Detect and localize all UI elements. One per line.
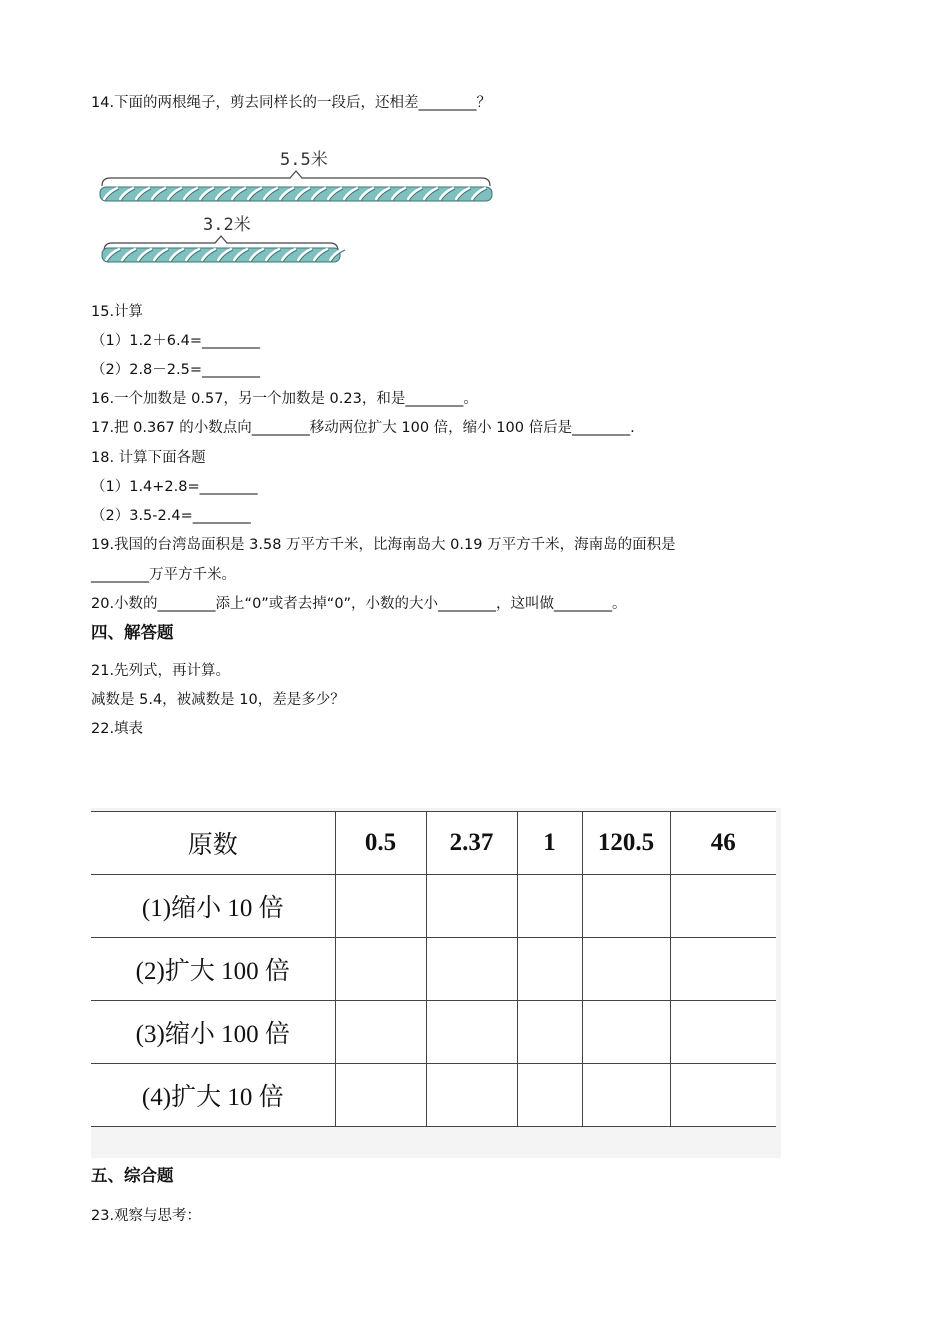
table-row xyxy=(91,1064,776,1127)
question-22-title: 22.填表 xyxy=(91,721,144,737)
question-14: 14.下面的两根绳子，剪去同样长的一段后，还相差________？ xyxy=(91,95,492,111)
answer-cell[interactable] xyxy=(582,938,670,1001)
question-19-line-1: 19.我国的台湾岛面积是 3.58 万平方千米，比海南岛大 0.19 万平方千米，海南岛的面积是 xyxy=(91,537,676,553)
question-15-item-2: （2）2.8－2.5=________ xyxy=(91,362,260,378)
answer-cell[interactable] xyxy=(670,1064,776,1127)
question-18-title: 18. 计算下面各题 xyxy=(91,450,206,466)
answer-cell[interactable] xyxy=(582,1064,670,1127)
table-row xyxy=(91,938,776,1001)
section-4-heading: 四、解答题 xyxy=(91,623,174,642)
section-5-heading: 五、综合题 xyxy=(91,1166,174,1185)
answer-cell[interactable] xyxy=(670,875,776,938)
long-rope xyxy=(100,187,492,201)
question-18-item-1: （1）1.4+2.8=________ xyxy=(91,479,258,495)
table-header-row xyxy=(91,812,776,875)
answer-cell[interactable] xyxy=(517,1064,582,1127)
question-21-line-1: 21.先列式，再计算。 xyxy=(91,663,231,679)
row-label: (1)缩小 10 倍 xyxy=(91,875,335,938)
question-17: 17.把 0.367 的小数点向________移动两位扩大 100 倍，缩小 100 倍后是________. xyxy=(91,420,635,436)
question-23: 23.观察与思考： xyxy=(91,1208,202,1224)
question-15-title: 15.计算 xyxy=(91,304,144,320)
short-rope xyxy=(102,248,345,262)
header-cell-value: 120.5 xyxy=(582,812,670,875)
question-21-line-2: 减数是 5.4，被减数是 10，差是多少？ xyxy=(91,692,345,708)
fill-in-table xyxy=(91,811,776,1127)
length-brace xyxy=(102,171,490,186)
question-15-item-1: （1）1.2＋6.4=________ xyxy=(91,333,260,349)
answer-cell[interactable] xyxy=(517,1001,582,1064)
header-cell-value: 0.5 xyxy=(335,812,426,875)
question-16: 16.一个加数是 0.57，另一个加数是 0.23，和是________。 xyxy=(91,391,478,407)
question-19-line-2: ________万平方千米。 xyxy=(91,567,236,583)
header-cell-original: 原数 xyxy=(91,812,335,875)
row-label: (2)扩大 100 倍 xyxy=(91,938,335,1001)
header-cell-value: 46 xyxy=(670,812,776,875)
long-rope-label: 5.5米 xyxy=(280,150,328,170)
answer-cell[interactable] xyxy=(426,1064,517,1127)
answer-cell[interactable] xyxy=(426,938,517,1001)
answer-cell[interactable] xyxy=(335,938,426,1001)
row-label: (4)扩大 10 倍 xyxy=(91,1064,335,1127)
answer-cell[interactable] xyxy=(517,875,582,938)
header-cell-value: 1 xyxy=(517,812,582,875)
table-row xyxy=(91,875,776,938)
answer-cell[interactable] xyxy=(426,875,517,938)
table-row xyxy=(91,1001,776,1064)
question-20: 20.小数的________添上“0”或者去掉“0”，小数的大小________，这叫做________。 xyxy=(91,596,627,612)
answer-cell[interactable] xyxy=(582,875,670,938)
answer-cell[interactable] xyxy=(670,938,776,1001)
question-18-item-2: （2）3.5-2.4=________ xyxy=(91,508,251,524)
answer-cell[interactable] xyxy=(335,1001,426,1064)
answer-cell[interactable] xyxy=(670,1001,776,1064)
answer-cell[interactable] xyxy=(335,1064,426,1127)
answer-cell[interactable] xyxy=(426,1001,517,1064)
row-label: (3)缩小 100 倍 xyxy=(91,1001,335,1064)
long-rope-brace xyxy=(102,171,490,186)
answer-cell[interactable] xyxy=(517,938,582,1001)
answer-cell[interactable] xyxy=(335,875,426,938)
fill-in-table-image xyxy=(91,808,781,1158)
answer-cell[interactable] xyxy=(582,1001,670,1064)
short-rope-label: 3.2米 xyxy=(203,215,251,235)
header-cell-value: 2.37 xyxy=(426,812,517,875)
